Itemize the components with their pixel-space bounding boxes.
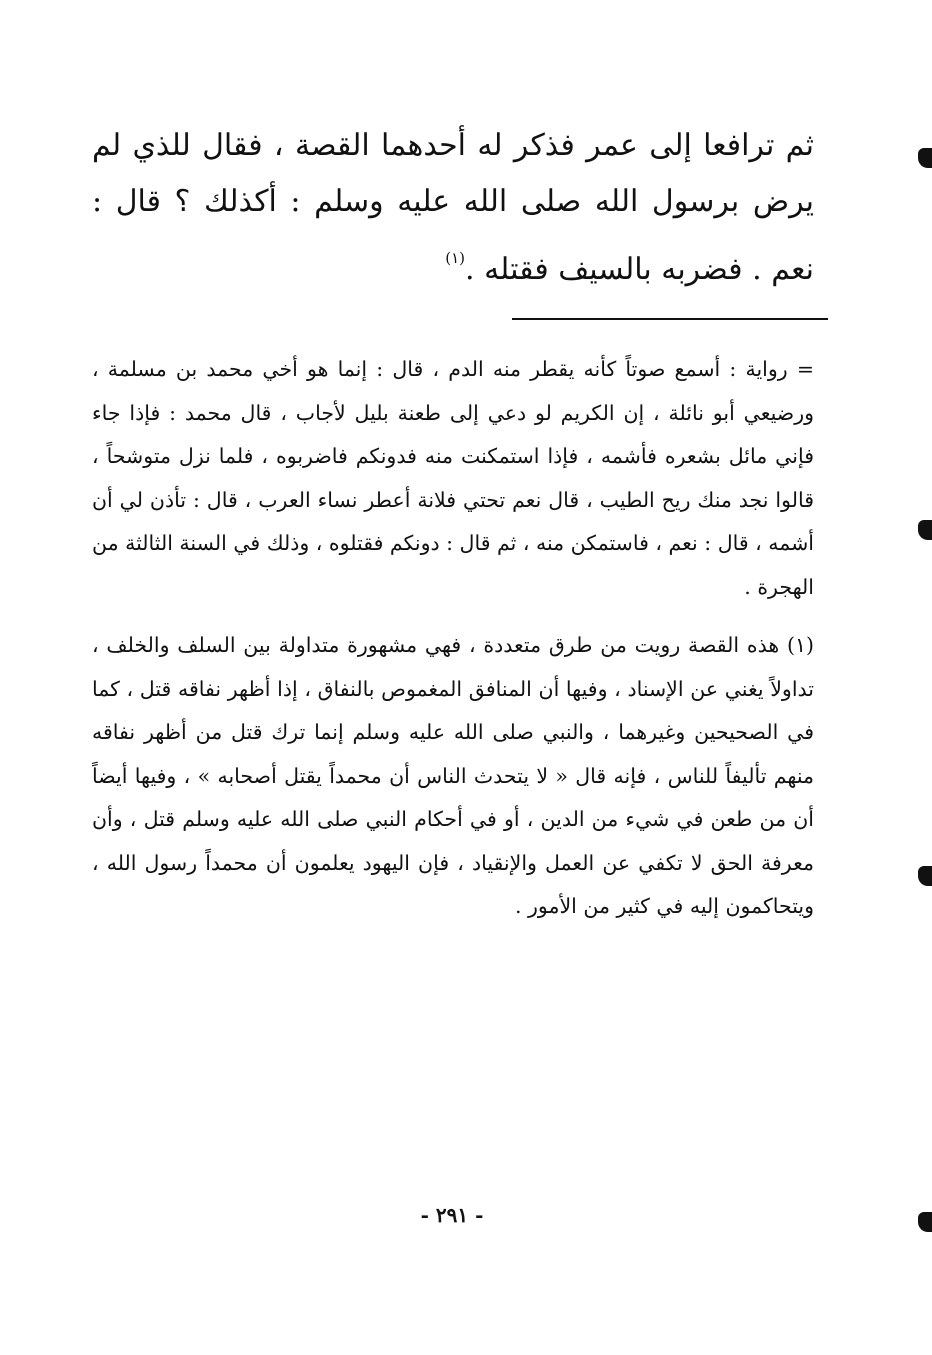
binding-edge-mark xyxy=(918,1212,932,1232)
main-paragraph xyxy=(92,118,814,298)
main-paragraph-text: ثم ترافعا إلى عمر فذكر له أحدهما القصة ، فقال للذي لم يرض برسول الله صلى الله عليه وسلم : أكذلك ؟ قال : نعم . فضربه بالسيف فقتله . xyxy=(92,128,814,287)
footnote-reference: (١) xyxy=(445,249,466,267)
binding-edge-mark xyxy=(918,520,932,540)
footnote-separator xyxy=(512,318,828,320)
binding-edge-mark xyxy=(918,148,932,168)
binding-edge-mark xyxy=(918,866,932,886)
footnote-1: (١) هذه القصة رويت من طرق متعددة ، فهي مشهورة متداولة بين السلف والخلف ، تداولاً يغني عن الإسناد ، وفيها أن المنافق المغموص بالنفاق ، إذا أظهر نفاقه قتل ، كما في الصحيحين وغيرهما ، والنبي صلى الله عليه وسلم إنما ترك قتل من أظهر نفاقه منهم تأليفاً للناس ، فإنه قال « لا يتحدث الناس أن محمداً يقتل أصحابه » ، وفيها أيضاً أن من طعن في شيء من الدين ، أو في أحكام النبي صلى الله عليه وسلم قتل ، وأن معرفة الحق لا تكفي عن العمل والإنقياد ، فإن اليهود يعلمون أن محمداً رسول الله ، ويتحاكمون إليه في كثير من الأمور . xyxy=(92,633,814,918)
page-number: - ٢٩١ - xyxy=(420,1203,484,1227)
footnote-continued: = رواية : أسمع صوتاً كأنه يقطر منه الدم ، قال : إنما هو أخي محمد بن مسلمة ، ورضيعي أبو نائلة ، إن الكريم لو دعي إلى طعنة بليل لأجاب ، قال محمد : فإذا جاء فإني مائل بشعره فأشمه ، فإذا استمكنت منه فدونكم فاضربوه ، فلما نزل متوشحاً ، قالوا نجد منك ريح الطيب ، قال نعم تحتي فلانة أعطر نساء العرب ، قال : تأذن لي أن أشمه ، قال : نعم ، فاستمكن منه ، ثم قال : دونكم فقتلوه ، وذلك في السنة الثالثة من الهجرة . xyxy=(91,357,814,599)
